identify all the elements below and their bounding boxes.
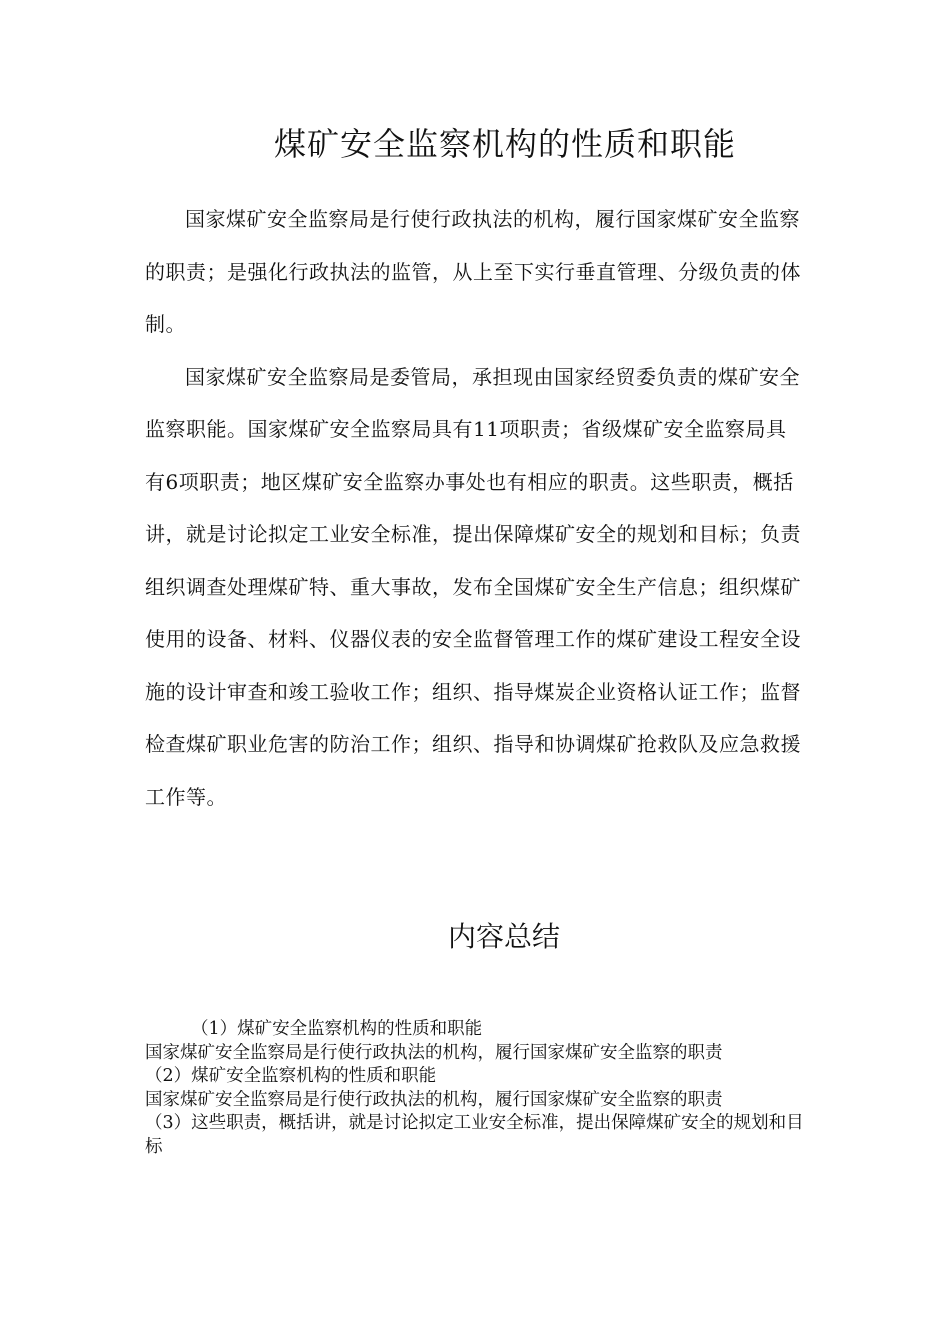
document-title: 煤矿安全监察机构的性质和职能 (273, 125, 736, 163)
summary-line-1: （1）煤矿安全监察机构的性质和职能 (191, 1019, 483, 1039)
paragraph-1: 国家煤矿安全监察局是行使行政执法的机构，履行国家煤矿安全监察的职责；是强化行政执法的监管，从上至下实行垂直管理、分级负责的体制。 (145, 207, 801, 336)
summary-line-2: 国家煤矿安全监察局是行使行政执法的机构，履行国家煤矿安全监察的职责 (145, 1042, 723, 1063)
summary-line-4: 国家煤矿安全监察局是行使行政执法的机构，履行国家煤矿安全监察的职责 (145, 1089, 723, 1110)
document-body (145, 193, 805, 823)
summary-line-5: （3）这些职责，概括讲，就是讨论拟定工业安全标准，提出保障煤矿安全的规划和目标 (145, 1113, 804, 1157)
summary-line-3: （2）煤矿安全监察机构的性质和职能 (145, 1066, 437, 1086)
summary-title: 内容总结 (447, 920, 560, 953)
summary-section (145, 1018, 805, 1159)
paragraph-2: 国家煤矿安全监察局是委管局，承担现由国家经贸委负责的煤矿安全监察职能。国家煤矿安全监察局具有11项职责；省级煤矿安全监察局具有6项职责；地区煤矿安全监察办事处也有相应的职责。这些职责，概括讲，就是讨论拟定工业安全标准，提出保障煤矿安全的规划和目标；负责组织调查处理煤矿特、重大事故，发布全国煤矿安全生产信息；组织煤矿使用的设备、材料、仪器仪表的安全监督管理工作的煤矿建设工程安全设施的设计审查和竣工验收工作；组织、指导煤炭企业资格认证工作；监督检查煤矿职业危害的防治工作；组织、指导和协调煤矿抢救队及应急救援工作等。 (145, 364, 801, 809)
